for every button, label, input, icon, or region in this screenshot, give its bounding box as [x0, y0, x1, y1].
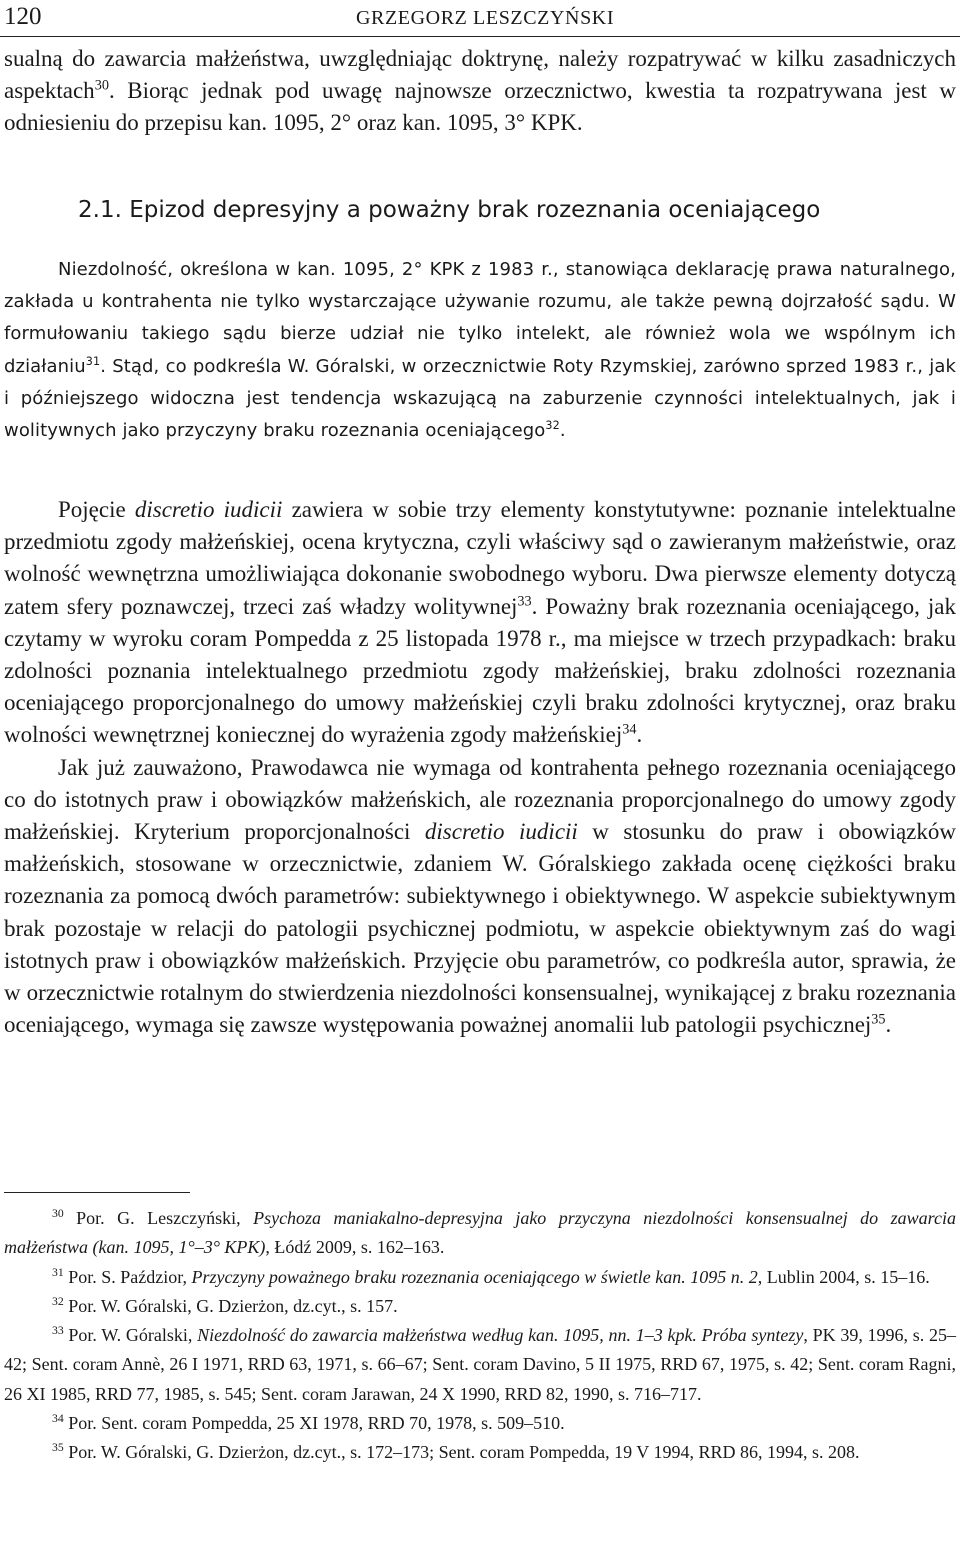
footnote-title: Psychoza maniakalno-depresyjna jako przyczyna niezdolności konsensualnej do zawarcia małżeństwa (kan. 1095, 1°–3° KPK): [4, 1208, 956, 1258]
footnote-34: [4, 1409, 956, 1438]
footnote-title: Przyczyny poważnego braku rozeznania oceniającego w świetle kan. 1095 n. 2: [191, 1266, 758, 1287]
footnote-number: 31: [52, 1265, 64, 1279]
intro-text: sualną do zawarcia małżeństwa, uwzględniając doktrynę, należy rozpatrywać w kilku zasadniczych aspektach: [4, 46, 956, 104]
p2-text-end: .: [636, 722, 643, 748]
italic-term: discretio iudicii: [424, 819, 578, 845]
footnote-ref-32: 32: [545, 419, 560, 433]
footnote-31: [4, 1263, 956, 1292]
footnote-ref-33: 33: [517, 592, 532, 609]
footnote-32: [4, 1292, 956, 1321]
p3-text-cont: w stosunku do praw i obowiązków małżeńskich, stosowane w orzecznictwie, zdaniem W. Góralskiego zakłada ocenę ciężkości braku rozeznania za pomocą dwóch parametrów: subiektywnego i obiektywnego. W aspekcie subiektywnym brak pozostaje w relacji do patologii psychicznej podmiotu, w aspekcie obiektywnym zaś do wagi istotnych praw i obowiązków małżeńskich. Przyjęcie obu parametrów, co podkreśla autor, sprawia, że w orzecznictwie rotalnym do stwierdzenia niezdolności konsensualnej, wynikającej z braku rozeznania oceniającego, wymaga się zawsze występowania poważnej anomalii lub patologii psychicznej: [4, 819, 957, 1038]
page-number: 120: [4, 3, 42, 30]
footnote-text: Por. S. Paździor,: [63, 1266, 192, 1287]
running-head: GRZEGORZ LESZCZYŃSKI: [356, 7, 615, 29]
footnote-33: [4, 1321, 956, 1409]
footnote-number: 33: [52, 1324, 64, 1338]
footnote-text: , PK 39, 1996, s. 25–42; Sent. coram Annè, 26 I 1971, RRD 63, 1971, s. 66–67; Sent. coram Davino, 5 II 1975, RRD 67, 1975, s. 42; Sent. coram Ragni, 26 XI 1985, RRD 77, 1985, s. 545; Sent. coram Jarawan, 24 X 1990, RRD 82, 1990, s. 716–717.: [4, 1325, 956, 1404]
footnote-rule: [4, 1192, 190, 1193]
footnote-number: 30: [52, 1207, 64, 1220]
footnote-text: Por. W. Góralski, G. Dzierżon, dz.cyt., s. 172–173; Sent. coram Pompedda, 19 V 1994, RRD 86, 1994, s. 208.: [63, 1442, 860, 1463]
section-text: Niezdolność, określona w kan. 1095, 2° KPK z 1983 r., stanowiąca deklarację prawa naturalnego, zakłada u kontrahenta nie tylko wystarczające używanie rozumu, ale także pewną dojrzałość sądu. W formułowaniu takiego sądu bierze udział nie tylko intelekt, ale również wola we wspólnym ich działaniu: [4, 259, 956, 377]
footnote-text: Por. Sent. coram Pompedda, 25 XI 1978, RRD 70, 1978, s. 509–510.: [63, 1413, 565, 1434]
footnote-number: 32: [52, 1294, 64, 1308]
footnote-text: , Lublin 2004, s. 15–16.: [757, 1266, 930, 1287]
footnote-ref-31: 31: [85, 354, 101, 368]
footnote-ref-30: 30: [94, 77, 109, 94]
footnote-35: [4, 1438, 956, 1467]
section-heading: 2.1. Epizod depresyjny a poważny brak rozeznania oceniającego: [78, 197, 821, 223]
section-text-end: .: [559, 420, 566, 442]
footnote-text: , Łódź 2009, s. 162–163.: [265, 1237, 445, 1258]
section-paragraph: [4, 254, 956, 447]
p2-text-cont: zawiera w sobie trzy elementy konstytutywne: poznanie intelektualne przedmiotu zgody małżeńskiej, ocena krytyczna, czyli właściwy sąd o zawieranym małżeństwie, oraz wolność wewnętrzna umożliwiająca dokonanie swobodnego wyboru. Dwa pierwsze elementy dotyczą zatem sfery poznawczej, trzeci zaś władzy wolitywnej: [4, 497, 956, 619]
p3-text: Jak już zauważono, Prawodawca nie wymaga od kontrahenta pełnego rozeznania oceniającego co do istotnych praw i obowiązków małżeńskich, ale rozeznania proporcjonalnego do umowy zgody małżeńskiej. Kryterium proporcjonalności: [4, 754, 956, 845]
main-text: [4, 494, 956, 1041]
footnote-ref-34: 34: [622, 721, 637, 738]
footnote-title: Niezdolność do zawarcia małżeństwa według kan. 1095, nn. 1–3 kpk. Próba syntezy: [197, 1325, 804, 1346]
section-text-cont: . Stąd, co podkreśla W. Góralski, w orzecznictwie Roty Rzymskiej, zarówno sprzed 1983 r., jak i późniejszego widoczna jest tendencja wskazującą na zaburzenie czynności intelektualnych, jak i wolitywnych jako przyczyny braku rozeznania oceniającego: [4, 355, 956, 442]
paragraph-3: [4, 752, 956, 1042]
footnote-number: 35: [52, 1441, 64, 1455]
italic-term: discretio iudicii: [134, 497, 283, 522]
footnote-text: Por. G. Leszczyński,: [63, 1208, 254, 1228]
footnote-ref-35: 35: [871, 1011, 886, 1028]
intro-text-cont: . Biorąc jednak pod uwagę najnowsze orzecznictwo, kwestia ta rozpatrywana jest w odniesieniu do przepisu kan. 1095, 2° oraz kan. 1095, 3° KPK.: [4, 78, 956, 136]
p2-text: Pojęcie: [58, 497, 135, 522]
footnote-text: Por. W. Góralski,: [63, 1325, 198, 1346]
page-header: [0, 3, 960, 33]
footnote-text: Por. W. Góralski, G. Dzierżon, dz.cyt., s. 157.: [63, 1295, 398, 1316]
footnote-30: [4, 1204, 956, 1263]
footnotes: [4, 1204, 956, 1468]
header-rule: [0, 36, 960, 37]
paragraph-2: [4, 494, 956, 752]
p3-text-end: .: [885, 1012, 892, 1038]
intro-paragraph: [4, 43, 956, 140]
footnote-number: 34: [52, 1412, 64, 1426]
p2-text-cont2: . Poważny brak rozeznania oceniającego, jak czytamy w wyroku coram Pompedda z 25 listopada 1978 r., ma miejsce w trzech przypadkach: braku zdolności poznania intelektualnego przedmiotu zgody małżeńskiej, braku zdolności rozeznania oceniającego proporcjonalnego do umowy małżeńskiej czyli braku zdolności krytycznej, oraz braku wolności wewnętrznej koniecznej do wyrażenia zgody małżeńskiej: [4, 593, 956, 748]
